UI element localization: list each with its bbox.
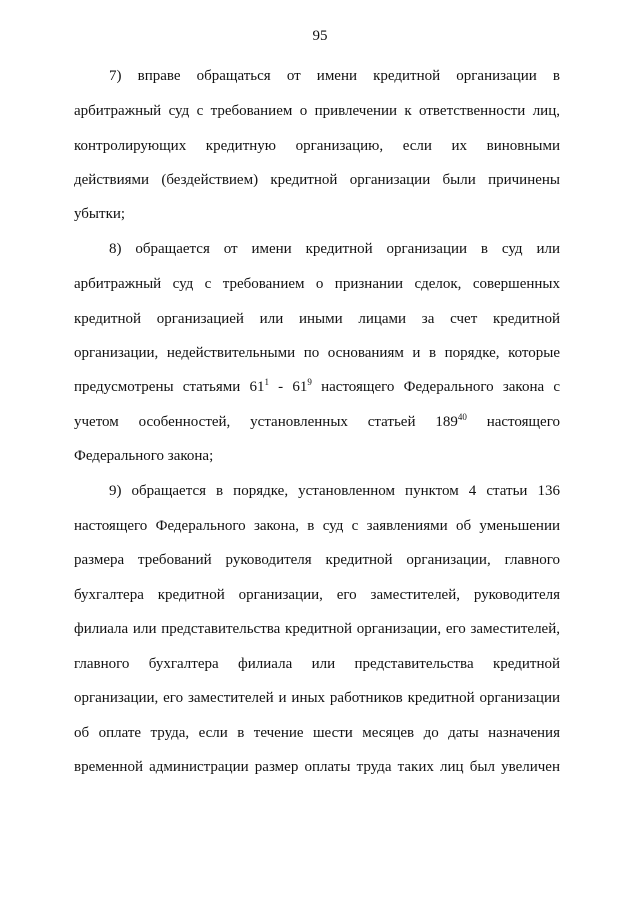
paragraph-line: временной администрации размер оплаты труда таких лиц был увеличен	[74, 759, 560, 775]
paragraph-line: главного бухгалтера филиала или представительства кредитной	[74, 656, 560, 672]
paragraph-line: кредитной организацией или иными лицами за счет кредитной	[74, 311, 560, 327]
paragraph-line: действиями (бездействием) кредитной организации были причинены	[74, 172, 560, 188]
paragraph-line	[74, 377, 560, 397]
page-number: 95	[312, 28, 328, 44]
paragraph-line: арбитражный суд с требованием о привлечении к ответственности лиц,	[74, 103, 560, 119]
paragraph-line: арбитражный суд с требованием о признании сделок, совершенных	[74, 276, 560, 292]
paragraph-line: организации, его заместителей и иных работников кредитной организации	[74, 690, 560, 706]
superscript: 1	[264, 377, 269, 387]
paragraph-line: настоящего Федерального закона, в суд с заявлениями об уменьшении	[74, 518, 560, 534]
paragraph-line: контролирующих кредитную организацию, если их виновными	[74, 138, 560, 154]
paragraph-line	[74, 412, 560, 432]
line-text: учетом особенностей, установленных статьей 189	[74, 414, 458, 430]
line-text: предусмотрены статьями 61	[74, 379, 265, 395]
paragraph-line: убытки;	[74, 206, 126, 222]
paragraph-line: об оплате труда, если в течение шести месяцев до даты назначения	[74, 725, 560, 741]
line-text: настоящего Федерального закона с	[311, 379, 560, 395]
superscript: 40	[457, 412, 467, 422]
line-text: - 61	[268, 379, 308, 395]
paragraph-line: бухгалтера кредитной организации, его заместителей, руководителя	[74, 587, 560, 603]
paragraph-line: организации, недействительными по основаниям и в порядке, которые	[74, 345, 560, 361]
paragraph-line: 8) обращается от имени кредитной организации в суд или	[109, 241, 560, 257]
paragraph-line: филиала или представительства кредитной организации, его заместителей,	[74, 621, 560, 637]
paragraph-line: размера требований руководителя кредитной организации, главного	[74, 552, 560, 568]
paragraph-line: 7) вправе обращаться от имени кредитной организации в	[109, 68, 560, 84]
superscript: 9	[307, 377, 312, 387]
paragraph-line: Федерального закона;	[74, 448, 214, 464]
paragraph-line: 9) обращается в порядке, установленном пунктом 4 статьи 136	[109, 483, 560, 499]
line-text: настоящего	[466, 414, 560, 430]
